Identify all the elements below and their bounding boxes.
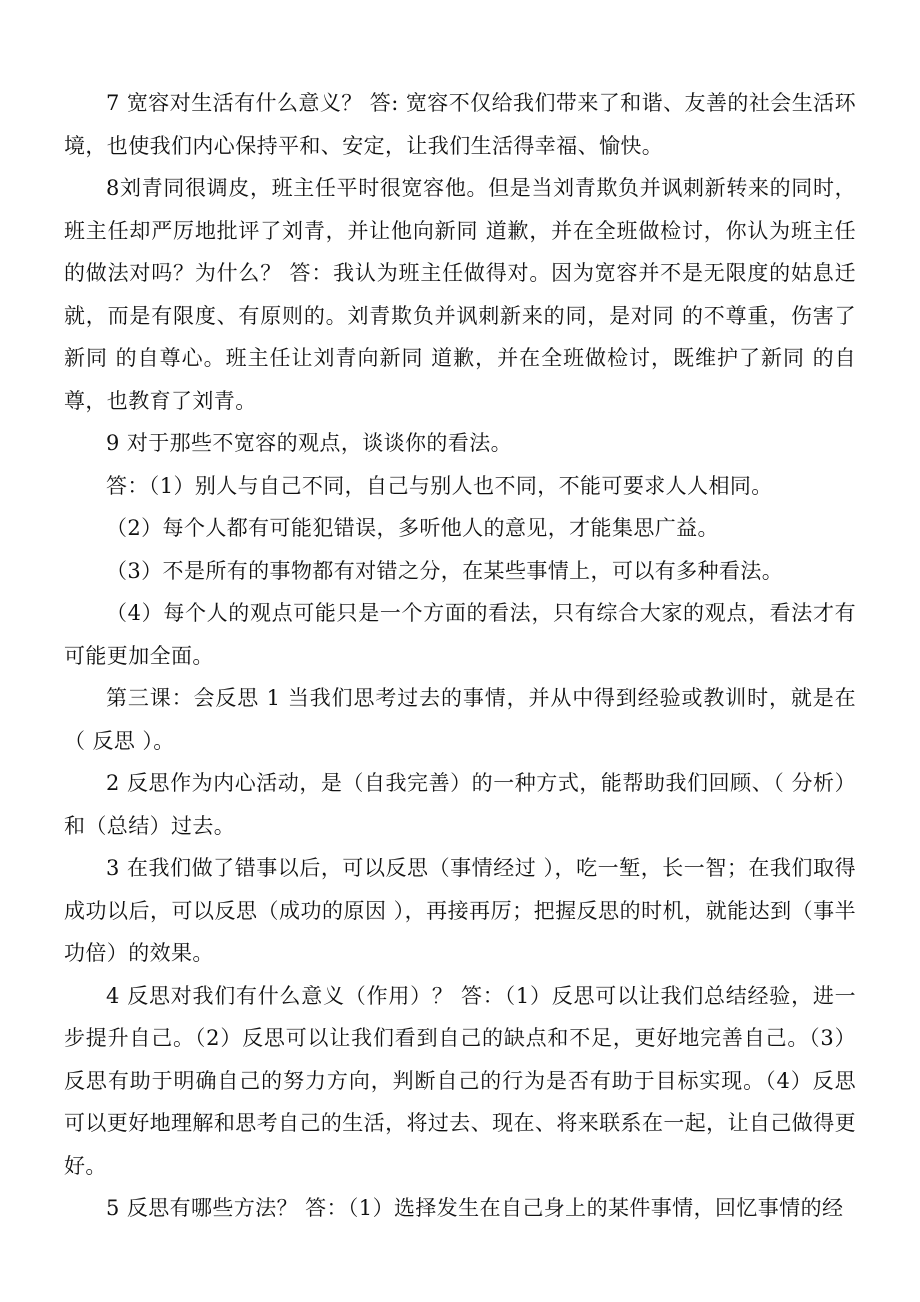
paragraph-q9-answer-1: 答：（1）别人与自己不同，自己与别人也不同，不能可要求人人相同。 <box>106 473 773 498</box>
paragraph-lesson3-q5: 5 反思有哪些方法？ 答：（1）选择发生在自己身上的某件事情，回忆事情的经 <box>106 1196 844 1220</box>
paragraph-lesson3-q4: 4 反思对我们有什么意义（作用）？ 答：（1）反思可以让我们总结经验，进一步提升自己。（2）反思可以让我们看到自己的缺点和不足，更好地完善自己。（3）反思有助于明确自己的努力方向，判断自己的行为是否有助于目标实现。（4）反思可以更好地理解和思考自己的生活，将过去、现在、将来联系在一起，让自己做得更好。 <box>64 983 856 1178</box>
paragraph-lesson3-q1: 第三课：会反思 1 当我们思考过去的事情，并从中得到经验或教训时，就是在（ 反思 ）。 <box>64 686 856 753</box>
paragraph-lesson3-q2: 2 反思作为内心活动，是（自我完善）的一种方式，能帮助我们回顾、（ 分析）和（总结）过去。 <box>64 771 856 838</box>
paragraph-q8: 8刘青同很调皮，班主任平时很宽容他。但是当刘青欺负并讽刺新转来的同时，班主任却严厉地批评了刘青，并让他向新同 道歉，并在全班做检讨，你认为班主任的做法对吗？为什么？ 答：我认为班主任做得对。因为宽容并不是无限度的姑息迁就，而是有限度、有原则的。刘青欺负并讽刺新来的同，是对同 的不尊重，伤害了新同 的自尊心。班主任让刘青向新同 道歉，并在全班做检讨，既维护了新同 的自尊，也教育了刘青。 <box>64 176 856 413</box>
paragraph-q9-answer-3: （3）不是所有的事物都有对错之分，在某些事情上，可以有多种看法。 <box>106 558 784 583</box>
paragraph-q7: 7 宽容对生活有什么意义？ 答: 宽容不仅给我们带来了和谐、友善的社会生活环境，也使我们内心保持平和、安定，让我们生活得幸福、愉快。 <box>64 91 856 158</box>
paragraph-q9: 9 对于那些不宽容的观点，谈谈你的看法。 <box>106 431 513 455</box>
paragraph-q9-answer-4: （4）每个人的观点可能只是一个方面的看法，只有综合大家的观点，看法才有可能更加全面。 <box>64 601 856 668</box>
paragraph-lesson3-q3: 3 在我们做了错事以后，可以反思（事情经过 ），吃一堑，长一智；在我们取得成功以后，可以反思（成功的原因 ），再接再厉；把握反思的时机，就能达到（事半功倍）的效果。 <box>64 856 856 965</box>
paragraph-q9-answer-2: （2）每个人都有可能犯错误，多听他人的意见，才能集思广益。 <box>106 516 719 540</box>
